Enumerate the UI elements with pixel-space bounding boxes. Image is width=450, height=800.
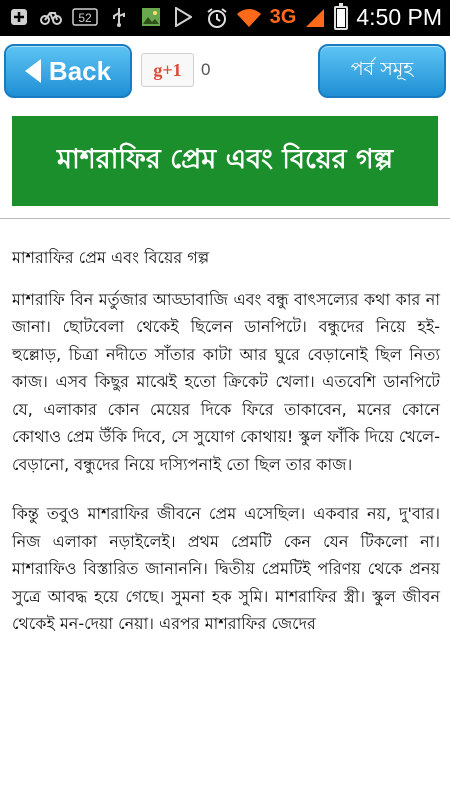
title-banner [12,116,438,206]
divider [0,218,450,219]
signal-icon [304,7,326,29]
google-plus-count: 0 [201,60,211,79]
notification-icons [8,6,194,28]
clock: 4:50 PM [356,4,442,30]
episodes-label: পর্ব সমূহ [350,58,414,80]
episodes-button[interactable] [318,44,446,98]
back-label: Back [48,55,112,86]
badge-icon [72,6,98,28]
google-plus-icon: g+1 [153,59,182,80]
battery-level [337,9,345,27]
system-status [206,4,442,31]
article-subtitle: মাশরাফির প্রেম এবং বিয়ের গল্প [12,248,210,267]
status-bar [0,0,450,36]
alarm-icon [206,7,228,29]
usb-icon [108,6,130,28]
page-title: মাশরাফির প্রেম এবং বিয়ের গল্প [56,143,393,175]
play-store-icon [172,6,194,28]
battery-icon [334,6,348,30]
article-paragraph-1: মাশরাফি বিন মর্তুজার আড্ডাবাজি এবং বন্ধু বাৎসল্যের কথা কার না জানা। ছোটবেলা থেকেই ছিলেন ডানপিটে। বন্ধুদের নিয়ে হই-হুল্লোড়, চিত্রা নদীতে সাঁতার কাটা আর ঘুরে বেড়ানোই ছিল নিত্য কাজ। এসব কিছুর মাঝেই হতো ক্রিকেট খেলা। এতবেশি ডানপিটে যে, এলাকার কোন মেয়ের দিকে ফিরে তাকাবেন, মনের কোনে কোথাও প্রেম উঁকি দিবে, সে সুযোগ কোথায়! স্কুল ফাঁকি দিয়ে খেলে-বেড়ানো, বন্ধুদের নিয়ে দস্যিপনাই তো ছিল তার কাজ। [12,289,440,474]
article-body [12,244,440,660]
plus-icon [8,6,30,28]
network-type: 3G [269,6,297,28]
bicycle-icon [40,6,62,28]
top-bar [0,36,450,106]
wifi-icon [236,7,262,29]
svg-text:52: 52 [78,11,92,25]
back-arrow-icon [25,59,41,83]
back-button[interactable] [4,44,132,98]
image-icon [140,6,162,28]
article-paragraph-2: কিন্তু তবুও মাশরাফির জীবনে প্রেম এসেছিল। একবার নয়, দু'বার। নিজ এলাকা নড়াইলেই। প্রথম প্রেমটি কেন যেন টিকলো না। মাশরাফিও বিস্তারিত জানাননি। দ্বিতীয় প্রেমটিই পরিণয় থেকে প্রনয় সুত্রে আবদ্ধ হয়ে গেছে। সুমনা হক সুমি। মাশরাফির স্ত্রী। স্কুল জীবন থেকেই মন-দেয়া নেয়া। এরপর মাশরাফির জেদের [12,504,440,633]
google-plus-button[interactable] [141,53,194,87]
